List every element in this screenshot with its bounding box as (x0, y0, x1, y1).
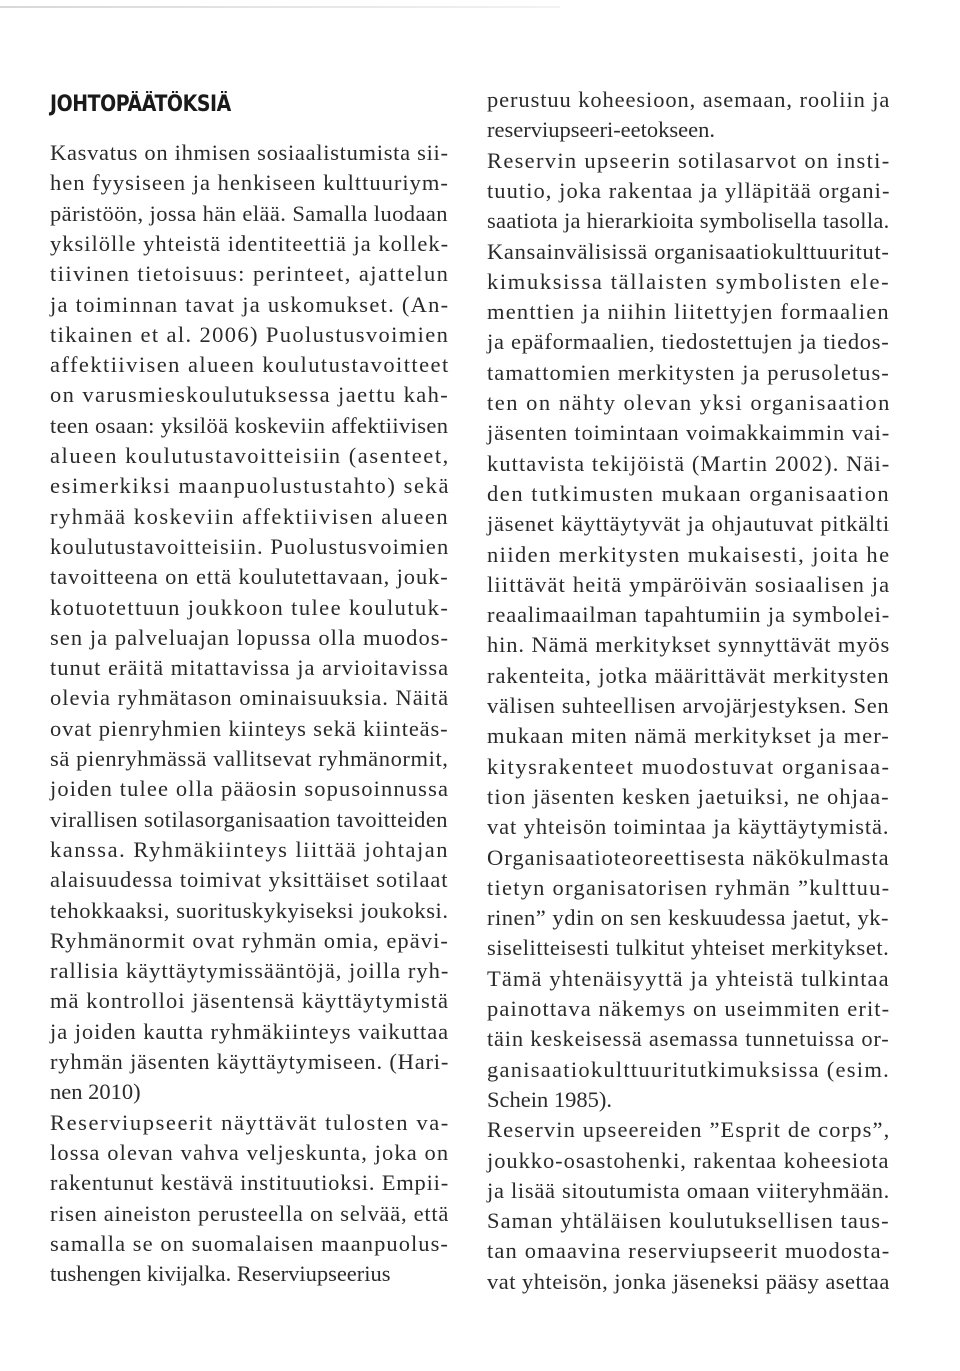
text-line: painottava näkemys on useimmiten erit- (487, 996, 891, 1021)
text-line: kotuotettuun joukkoon tulee koulutuk- (50, 594, 450, 620)
text-line: liittävät heitä ympäröivän sosiaalisen ja (487, 571, 891, 597)
text-line: Reserviupseerit näyttävät tulosten va- (50, 1109, 450, 1135)
text-line: den tutkimusten mukaan organisaation (487, 480, 891, 506)
text-line: siselitteisesti tulkitut yhteiset merkitykset. (487, 935, 890, 961)
text-line: ryhmän jäsenten käyttäytymiseen. (Hari- (50, 1049, 450, 1074)
text-line: Organisaatioteoreettisesta näkökulmasta (487, 844, 890, 870)
text-line: rakenteita, jotka määrittävät merkitysten (487, 662, 890, 688)
text-line: Reservin upseerin sotilasarvot on insti- (487, 147, 891, 173)
top-rule (0, 6, 560, 8)
text-line: tunut eräitä mitattavissa ja arvioitavissa (50, 655, 450, 681)
text-line: ovat pienryhmien kiinteys sekä kiinteäs- (50, 715, 449, 741)
text-line: perustuu koheesioon, asemaan, rooliin ja (487, 87, 891, 112)
text-line: ryhmää koskeviin affektiivisen alueen (50, 503, 450, 529)
text-line: mä kontrolloi jäsentensä käyttäytymistä (50, 988, 450, 1014)
text-line: Kansainvälisissä organisaatiokulttuuritut- (487, 238, 890, 264)
text-line: välisen suhteellisen arvojärjestyksen. Sen (487, 693, 890, 718)
text-line: Tämä yhtenäisyyttä ja yhteistä tulkintaa (487, 965, 890, 991)
text-line: kuttavista tekijöistä (Martin 2002). Näi- (487, 450, 891, 476)
text-line: tuutio, joka rakentaa ja ylläpitää organi- (487, 177, 891, 203)
text-line: virallisen sotilasorganisaation tavoitteiden (50, 806, 448, 832)
text-line: on varusmieskoulutuksessa jaettu kah- (50, 382, 450, 408)
text-line: niiden merkitysten mukaisesti, joita he (487, 541, 891, 567)
text-line: ganisaatiokulttuuritutkimuksissa (esim. (487, 1056, 890, 1082)
text-line: sä pienryhmässä vallitsevat ryhmänormit, (50, 746, 449, 771)
text-line: vat yhteisön toimintaa ja käyttäytymistä. (487, 814, 890, 840)
text-line: tan omaavina reserviupseerit muodosta- (487, 1238, 891, 1264)
text-line: tushengen kivijalka. Reserviupseerius (50, 1261, 391, 1287)
text-line: Saman yhtäläisen koulutuksellisen taus- (487, 1208, 890, 1234)
text-line: sen ja palveluajan lopussa olla muodos- (50, 624, 450, 650)
text-line: ja joiden kautta ryhmäkiinteys vaikuttaa (50, 1018, 450, 1044)
text-line: rinen” ydin on sen keskuudessa jaetut, yk- (487, 905, 890, 931)
text-line: tikainen et al. 2006) Puolustusvoimien (50, 321, 450, 347)
text-line: alueen koulutustavoitteisiin (asenteet, (50, 443, 450, 468)
text-line: kimuksissa tällaisten symbolisten ele- (487, 268, 891, 294)
text-line: yksilölle yhteistä identiteettiä ja kollek- (50, 230, 450, 256)
text-line: hin. Nämä merkitykset synnyttävät myös (487, 632, 891, 658)
text-line: rakentunut kestävä instituutioksi. Empii- (50, 1170, 449, 1196)
text-line: joukko-osastohenki, rakentaa koheesiota (487, 1147, 890, 1173)
text-line: teen osaan: yksilöä koskeviin affektiivisen (50, 412, 449, 438)
section-heading: JOHTOPÄÄTÖKSIÄ (50, 92, 231, 117)
text-line: lossa olevan vahva veljeskunta, joka on (50, 1139, 450, 1165)
text-line: rallisia käyttäytymissääntöjä, joilla ryh- (50, 958, 450, 984)
text-line: affektiivisen alueen koulutustavoitteet (50, 352, 450, 378)
text-line: ten on nähty olevan yksi organisaation (487, 390, 891, 415)
text-line: Ryhmänormit ovat ryhmän omia, epävi- (50, 927, 449, 953)
text-line: tietyn organisatorisen ryhmän ”kulttuu- (487, 874, 891, 900)
text-line: tavoitteena on että koulutettavaan, jouk- (50, 564, 449, 590)
text-line: reaalimaailman tapahtumiin ja symbolei- (487, 602, 891, 628)
text-line: ja lisää sitoutumista omaan viiteryhmään. (487, 1177, 890, 1203)
text-line: mukaan miten nämä merkitykset ja mer- (487, 723, 890, 749)
text-line: esimerkiksi maanpuolustustahto) sekä (50, 473, 451, 499)
text-line: samalla se on suomalaisen maanpuolus- (50, 1230, 449, 1256)
text-line: jäsenet käyttäytyvät ja ohjautuvat pitkälti (487, 511, 890, 537)
text-line: päristöön, jossa hän elää. Samalla luodaan (50, 200, 448, 226)
text-line: koulutustavoitteisiin. Puolustusvoimien (50, 533, 450, 559)
text-line: Reservin upseereiden ”Esprit de corps”, (487, 1117, 891, 1143)
text-line: täin keskeisessä asemassa tunnetuissa or- (487, 1026, 890, 1052)
text-line: kanssa. Ryhmäkiinteys liittää johtajan (50, 836, 450, 862)
text-line: kitysrakenteet muodostuvat organisaa- (487, 753, 891, 779)
text-line: tamattomien merkitysten ja perusoletus- (487, 359, 890, 385)
text-line: vat yhteisön, jonka jäseneksi pääsy asettaa (487, 1268, 890, 1294)
text-line: reserviupseeri-eetokseen. (487, 117, 716, 143)
text-line: alaisuudessa toimivat yksittäiset sotilaat (50, 867, 449, 893)
text-line: tiivinen tietoisuus: perinteet, ajattelun (50, 261, 450, 287)
text-line: jäsenten toimintaan voimakkaimmin vai- (487, 420, 891, 446)
text-line: tehokkaaksi, suorituskykyiseksi joukoksi. (50, 897, 449, 923)
text-line: tion jäsenten kesken jaetuiksi, ne ohjaa- (487, 783, 890, 809)
text-line: ja epäformaalien, tiedostettujen ja tiedos- (487, 329, 890, 355)
text-line: saatiota ja hierarkioita symbolisella tasolla. (487, 208, 890, 234)
text-line: ja toiminnan tavat ja uskomukset. (An- (50, 291, 450, 317)
text-line: Kasvatus on ihmisen sosiaalistumista sii- (50, 140, 449, 165)
text-line: hen fyysiseen ja henkiseen kulttuuriym- (50, 170, 449, 196)
text-line: olevia ryhmätason ominaisuuksia. Näitä (50, 685, 450, 711)
text-line: joiden tulee olla pääosin sopusoinnussa (50, 776, 450, 802)
text-line: risen aineiston perusteella on selvää, että (50, 1200, 450, 1226)
text-line: nen 2010) (50, 1079, 141, 1105)
text-line: menttien ja niihin liitettyjen formaalien (487, 299, 890, 325)
text-line: Schein 1985). (487, 1086, 612, 1112)
